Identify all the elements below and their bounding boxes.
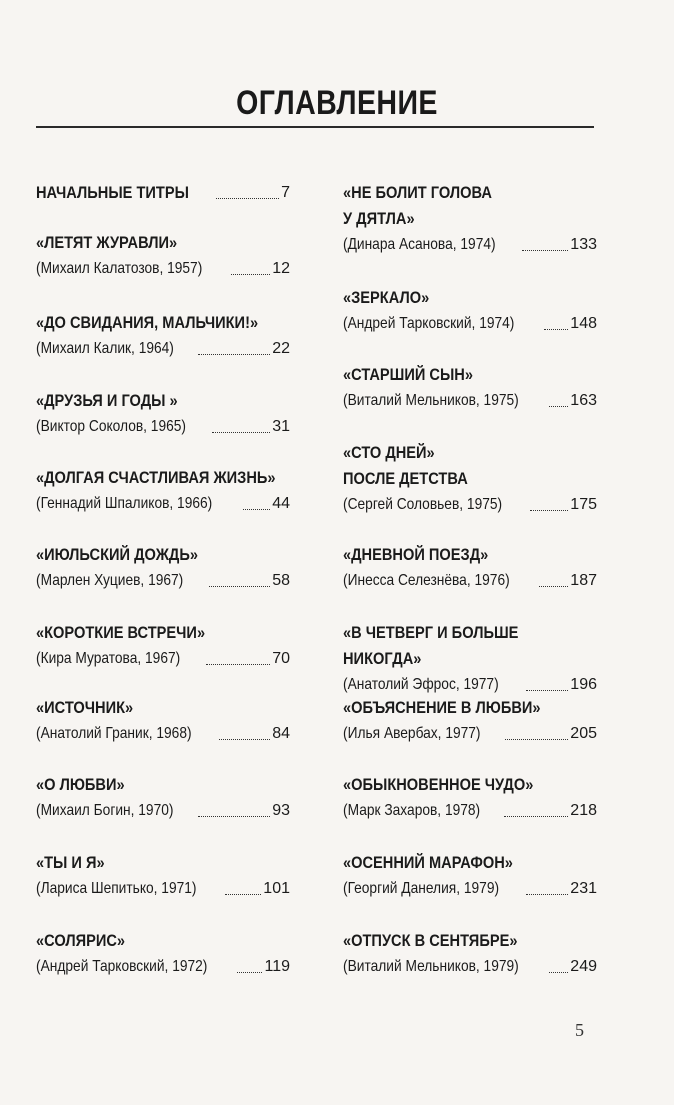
toc-entry-title: «ЛЕТЯТ ЖУРАВЛИ» <box>36 233 178 252</box>
toc-entry[interactable] <box>36 465 290 517</box>
toc-entry-title: «ОБЫКНОВЕННОЕ ЧУДО» <box>343 775 534 794</box>
dot-leader <box>212 432 270 433</box>
dot-leader <box>198 354 270 355</box>
toc-entry[interactable] <box>36 928 290 980</box>
toc-entry[interactable] <box>36 620 290 672</box>
toc-entry-page: 163 <box>570 392 597 409</box>
toc-entry-page: 84 <box>272 725 290 742</box>
toc-entry-page: 12 <box>272 260 290 277</box>
toc-entry-page: 249 <box>570 958 597 975</box>
toc-entry-director: (Кира Муратова, 1967) <box>36 650 181 667</box>
dot-leader <box>526 894 568 895</box>
toc-entry-page: 7 <box>281 184 290 201</box>
dot-leader <box>237 972 262 973</box>
toc-entry-director: (Лариса Шепитько, 1971) <box>36 880 197 897</box>
toc-entry-title: «ДРУЗЬЯ И ГОДЫ » <box>36 391 178 410</box>
toc-entry-page: 70 <box>272 650 290 667</box>
toc-entry-page: 175 <box>570 496 597 513</box>
toc-entry-director: (Анатолий Эфрос, 1977) <box>343 676 499 693</box>
toc-entry-page: 133 <box>570 236 597 253</box>
toc-entry[interactable] <box>36 180 290 206</box>
toc-entry[interactable] <box>343 440 597 518</box>
toc-entry[interactable] <box>36 850 290 902</box>
dot-leader <box>549 972 568 973</box>
toc-entry-page: 231 <box>570 880 597 897</box>
toc-entry-title: «ИСТОЧНИК» <box>36 698 134 717</box>
toc-entry-title: «ДНЕВНОЙ ПОЕЗД» <box>343 545 489 564</box>
toc-entry-page: 93 <box>272 802 290 819</box>
toc-entry[interactable] <box>343 695 597 747</box>
toc-entry-title: «ИЮЛЬСКИЙ ДОЖДЬ» <box>36 545 198 564</box>
toc-entry-director: (Инесса Селезнёва, 1976) <box>343 572 510 589</box>
toc-entry[interactable] <box>343 928 597 980</box>
toc-entry-title: «ОТПУСК В СЕНТЯБРЕ» <box>343 931 518 950</box>
toc-entry-page: 205 <box>570 725 597 742</box>
toc-entry[interactable] <box>343 850 597 902</box>
toc-entry[interactable] <box>36 695 290 747</box>
dot-leader <box>206 664 271 665</box>
toc-entry-title: «В ЧЕТВЕРГ И БОЛЬШЕ НИКОГДА» <box>343 623 519 668</box>
toc-entry-director: (Михаил Богин, 1970) <box>36 802 174 819</box>
toc-entry-page: 101 <box>263 880 290 897</box>
toc-entry-title: «ОБЪЯСНЕНИЕ В ЛЮБВИ» <box>343 698 541 717</box>
toc-entry-director: (Марк Захаров, 1978) <box>343 802 481 819</box>
toc-entry-title: «ДО СВИДАНИЯ, МАЛЬЧИКИ!» <box>36 313 259 332</box>
toc-entry-page: 196 <box>570 676 597 693</box>
dot-leader <box>522 250 568 251</box>
toc-entry-director: (Геннадий Шпаликов, 1966) <box>36 495 213 512</box>
toc-entry-page: 148 <box>570 315 597 332</box>
toc-entry[interactable] <box>36 310 290 362</box>
dot-leader <box>216 198 279 199</box>
toc-entry-page: 187 <box>570 572 597 589</box>
toc-entry-title: «НЕ БОЛИТ ГОЛОВА У ДЯТЛА» <box>343 183 492 228</box>
toc-entry-title: «ДОЛГАЯ СЧАСТЛИВАЯ ЖИЗНЬ» <box>36 468 276 487</box>
dot-leader <box>243 509 270 510</box>
dot-leader <box>504 816 568 817</box>
dot-leader <box>209 586 270 587</box>
toc-entry-director: (Михаил Калатозов, 1957) <box>36 260 203 277</box>
toc-entry-page: 22 <box>272 340 290 357</box>
toc-entry-title: «О ЛЮБВИ» <box>36 775 125 794</box>
toc-entry-title: «СОЛЯРИС» <box>36 931 126 950</box>
toc-entry-title: НАЧАЛЬНЫЕ ТИТРЫ <box>36 183 189 202</box>
toc-entry[interactable] <box>343 180 597 258</box>
toc-entry-title: «КОРОТКИЕ ВСТРЕЧИ» <box>36 623 206 642</box>
toc-entry-director: (Виталий Мельников, 1979) <box>343 958 519 975</box>
page-title: ОГЛАВЛЕНИЕ <box>236 84 438 122</box>
toc-entry[interactable] <box>343 620 597 698</box>
toc-entry-title: «СТАРШИЙ СЫН» <box>343 365 473 384</box>
toc-entry-director: (Илья Авербах, 1977) <box>343 725 481 742</box>
toc-entry-director: (Виталий Мельников, 1975) <box>343 392 519 409</box>
toc-entry[interactable] <box>36 772 290 824</box>
dot-leader <box>526 690 568 691</box>
dot-leader <box>225 894 262 895</box>
toc-entry-page: 44 <box>272 495 290 512</box>
toc-entry[interactable] <box>343 285 597 337</box>
toc-entry-director: (Марлен Хуциев, 1967) <box>36 572 184 589</box>
toc-entry[interactable] <box>343 542 597 594</box>
toc-entry-director: (Андрей Тарковский, 1972) <box>36 958 208 975</box>
toc-entry-director: (Динара Асанова, 1974) <box>343 236 496 253</box>
toc-entry-page: 119 <box>264 958 290 975</box>
toc-entry-page: 58 <box>272 572 290 589</box>
dot-leader <box>198 816 270 817</box>
toc-entry[interactable] <box>36 388 290 440</box>
toc-entry-title: «ЗЕРКАЛО» <box>343 288 430 307</box>
dot-leader <box>219 739 270 740</box>
toc-entry-director: (Михаил Калик, 1964) <box>36 340 174 357</box>
dot-leader <box>539 586 568 587</box>
toc-entry[interactable] <box>343 772 597 824</box>
toc-entry-title: «СТО ДНЕЙ» ПОСЛЕ ДЕТСТВА <box>343 443 468 488</box>
toc-entry-page: 218 <box>570 802 597 819</box>
dot-leader <box>530 510 568 511</box>
page-number: 5 <box>575 1020 584 1040</box>
toc-entry-director: (Анатолий Граник, 1968) <box>36 725 192 742</box>
toc-entry-title: «ОСЕННИЙ МАРАФОН» <box>343 853 513 872</box>
toc-entry-director: (Сергей Соловьев, 1975) <box>343 496 503 513</box>
toc-entry-director: (Андрей Тарковский, 1974) <box>343 315 515 332</box>
toc-entry-director: (Виктор Соколов, 1965) <box>36 418 187 435</box>
title-rule <box>36 126 594 128</box>
toc-entry-page: 31 <box>272 418 290 435</box>
toc-entry-director: (Георгий Данелия, 1979) <box>343 880 500 897</box>
dot-leader <box>231 274 270 275</box>
toc-entry[interactable] <box>343 362 597 414</box>
dot-leader <box>544 329 568 330</box>
toc-entry-title: «ТЫ И Я» <box>36 853 105 872</box>
toc-entry[interactable] <box>36 542 290 594</box>
toc-entry[interactable] <box>36 230 290 282</box>
dot-leader <box>549 406 568 407</box>
dot-leader <box>505 739 568 740</box>
